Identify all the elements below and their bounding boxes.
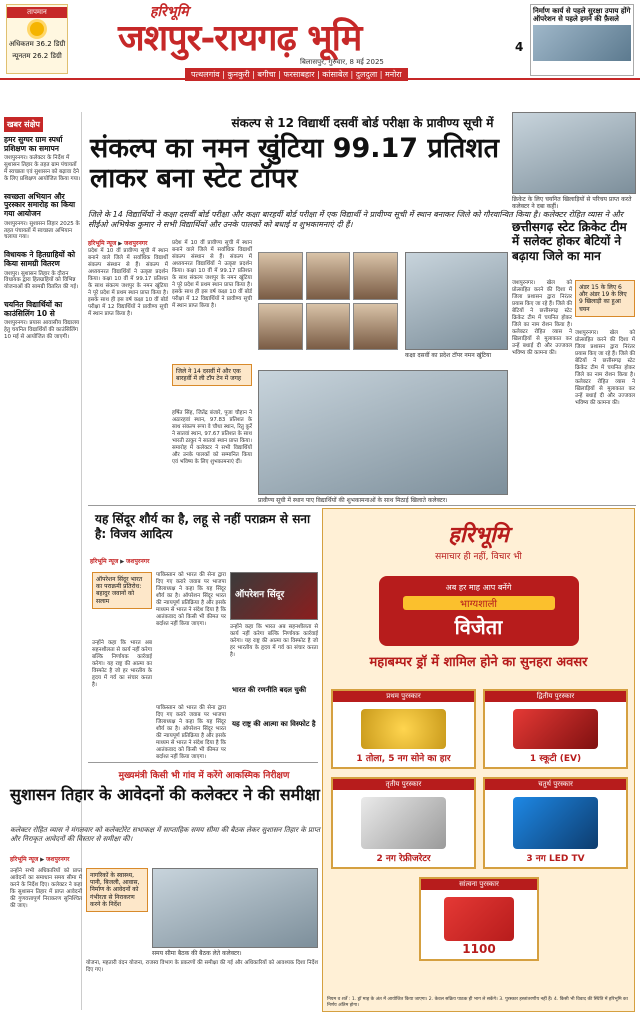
brief-title: हमर सुग्घर ग्राम स्पर्धा प्रशिक्षण का समापन [4,135,63,153]
min-temperature: न्यूनतम 26.2 डिग्री [12,52,62,60]
lead-body-column: हरिभूमि न्यूज ▶ जशपुरनगर प्रदेश में 10 वीं प्रावीण्य सूची में स्थान बनाने वाले जिले में सर्वाधिक विद्यार्थी संकल्प संस्थान से हैं। संकल्प में अध्ययनरत विद्यार्थियों ने उत्कृष्ट प्रदर्शन किया। कक्षा 10 वीं में 99.17 प्रतिशत के साथ संकल्प जशपुर के नमन खुंटिया ने पूरे प्रदेश में प्रथम स्थान प्राप्त किया है। इसके साथ ही इस वर्ष कक्षा 10 वीं बोर्ड परीक्षा में 12 विद्यार्थियों ने प्रावीण्य सूची में स्थान प्राप्त किया है। [88,240,168,318]
banner-line-3: विजेता [454,615,503,639]
advert-tagline: समाचार ही नहीं, विचार भी [435,552,522,562]
brief-title: विधायक ने हितग्राहियों को किया सामग्री वितरण [4,250,76,268]
third-badge: नागरिकों के स्वास्थ्य, पानी, बिजली, आवास, निर्माण के आवेदनों को गंभीरता से निराकरण करने के निर्देश [86,868,148,912]
briefs-header: खबर संक्षेप [4,117,43,132]
operation-sindoor-tv [230,572,318,620]
brief-story [4,301,81,341]
tv-icon [513,797,598,849]
advert-logo: हरिभूमि [448,522,509,548]
publication-logo: हरिभूमि [150,4,189,20]
lead-location: जशपुरनगर [123,240,148,247]
second-location: जशपुरनगर [125,558,150,565]
second-byline-row: हरिभूमि न्यूज ▶ जशपुरनगर [90,558,150,565]
second-subhead: भारत की रणनीति बदल चुकी [232,686,307,694]
student-photo [306,252,351,300]
prize-third [331,777,476,869]
scooter-icon [513,709,598,749]
second-body [156,705,226,761]
third-body-text: उन्होंने सभी अधिकारियों को प्राप्त आवेदनों का समाधान समय सीमा में करने के निर्देश दिए। कलेक्टर ने कहा कि सुशासन तिहार में प्राप्त आवेदनों की गुणवत्तापूर्ण निराकरण सुनिश्चित की जाए। [10,868,82,910]
advert-banner [379,576,579,646]
second-headline: यह सिंदूर शौर्य का है, लहू से नहीं पराक्रम से सना है: विजय आदित्य [95,512,311,541]
prize-value: 1100 [462,942,496,956]
top-teaser-photo [533,25,631,61]
lead-body-text: प्रदेश में 10 वीं प्रावीण्य सूची में स्थान बनाने वाले जिले में सर्वाधिक विद्यार्थी संकल्प संस्थान से हैं। संकल्प में अध्ययनरत विद्यार्थियों ने उत्कृष्ट प्रदर्शन किया। कक्षा 10 वीं में 99.17 प्रतिशत के साथ संकल्प जशपुर के नमन खुंटिया ने पूरे प्रदेश में प्रथम स्थान प्राप्त किया है। इसके साथ ही इस वर्ष कक्षा 10 वीं बोर्ड परीक्षा में 12 विद्यार्थियों ने प्रावीण्य सूची में स्थान प्राप्त किया है। [172,240,252,310]
third-body [10,868,82,1008]
third-location: जशपुरनगर [45,856,70,863]
brief-body: जशपुरनगर। प्रयास आवासीय विद्यालय हेतु चयनित विद्यार्थियों की काउंसिलिंग 10 मई से आयोजित की जाएगी। [4,320,80,341]
prize-label: प्रथम पुरस्कार [333,691,474,702]
max-temperature: अधिकतम 36.2 डिग्री [8,40,66,48]
lead-headline: संकल्प का नमन खुंटिया 99.17 प्रतिशत लाकर बना स्टेट टॉपर [90,133,499,194]
weather-box [6,4,68,74]
brief-title: स्वच्छता अभियान और पुरस्कार समारोह का किया गया आयोजन [4,191,76,218]
prize-value: 3 नग LED TV [526,854,585,864]
student-photo [258,252,303,300]
lead-kicker: संकल्प से 12 विद्यार्थी दसवीं बोर्ड परीक्षा के प्रावीण्य सूची में [231,116,494,130]
brief-story [4,251,81,291]
dateline: बिलासपुर, गुरुवार, 8 मई 2025 [300,58,384,66]
tv-label: ऑपरेशन सिंदूर [235,590,285,600]
third-body-text-2: योजना, महतारी वंदन योजना, राजस्व विभाग के प्रकरणों की समीक्षा की गई और अधिकारियों को आवश्यक दिशा निर्देश दिए गए। [86,960,318,974]
second-body [230,624,318,684]
second-body [92,640,152,740]
third-byline: हरिभूमि न्यूज [10,856,39,863]
prize-label: द्वितीय पुरस्कार [485,691,626,702]
student-photo [353,303,398,351]
edition-places: पत्थलगांव | कुनकुरी | बगीचा | फरसाबहार | कांसाबेल | दुलदुला | मनोरा [185,68,408,81]
brief-body: जशपुरनगर। कलेक्टर के निर्देश में सुशासन तिहार के तहत ग्राम पंचायतों में स्वच्छता एवं सुशासन को बढ़ावा देने के लिए प्रशिक्षण आयोजित किया गया। [4,155,81,182]
lead-body-column-2 [172,410,252,500]
student-photo [258,303,303,351]
second-body-text: पाकिस्तान को भारत की सेना द्वारा दिए गए करारे जवाब पर भाजपा जिलाध्यक्ष ने कहा कि यह सिंदूर शौर्य का है। ऑपरेशन सिंदूर भारत की न्यायपूर्ण प्रतिक्रिया है और इसके माध्यम से भारत ने संदेश दिया है कि आतंकवाद को किसी भी कीमत पर बर्दाश्त नहीं किया जाएगा। [156,705,226,761]
brief-title: चयनित विद्यार्थियों का काउंसिलिंग 10 से [4,300,63,318]
prize-consolation [419,877,539,961]
prize-label: सांत्वना पुरस्कार [421,879,537,890]
second-body-text-2: उन्होंने कहा कि भारत अब सहनशीलता से कार्य नहीं करेगा बल्कि निर्णायक कार्रवाई करेगा। यह राष्ट्र की आत्मा का विस्फोट है जो हर भारतीय के हृदय में गर्व का संचार करता है। [92,640,152,689]
lead-event-photo [258,370,508,495]
lead-photo-caption: प्रावीण्य सूची में स्थान पाए विद्यार्थियों की शुभकामनाओं के साथ मिठाई खिलाते कलेक्टर। [258,497,448,504]
banner-line-2: भाग्यशाली [403,596,555,610]
prize-value: 1 तोला, 5 नग सोने का हार [356,754,451,764]
prize-fourth [483,777,628,869]
advert-strap: महाबम्पर ड्रॉ में शामिल होने का सुनहरा अवसर [369,655,588,670]
page-number: 4 [515,40,524,54]
refrigerator-icon [361,797,446,849]
third-body [86,960,318,1010]
haribhoomi-lucky-draw-advert [322,508,635,1012]
review-photo-caption: समय सीमा बैठक की बैठक लेते कलेक्टर। [152,950,242,957]
second-body-text-2: उन्होंने कहा कि भारत अब सहनशीलता से कार्य नहीं करेगा बल्कि निर्णायक कार्रवाई करेगा। यह राष्ट्र की आत्मा का विस्फोट है जो हर भारतीय के हृदय में गर्व का संचार करता है। [230,624,318,659]
cricket-body-text: जशपुरनगर। खेल को प्रोत्साहित करने की दिशा में जिला प्रशासन द्वारा निरंतर प्रयास किए जा रहे हैं। जिले की बेटियों ने छत्तीसगढ़ स्टेट क्रिकेट टीम में चयनित होकर जिले का नाम रोशन किया है। कलेक्टर रोहित व्यास ने खिलाड़ियों से मुलाकात कर उन्हें बधाई दी और उज्जवल भविष्य की कामना की। [575,330,635,407]
prize-value: 1 स्कूटी (EV) [529,754,582,764]
third-byline-row: हरिभूमि न्यूज ▶ जशपुरनगर [10,856,70,863]
prize-first [331,689,476,769]
cricket-body-text: जशपुरनगर। खेल को प्रोत्साहित करने की दिशा में जिला प्रशासन द्वारा निरंतर प्रयास किए जा रहे हैं। जिले की बेटियों ने छत्तीसगढ़ स्टेट क्रिकेट टीम में चयनित होकर जिले का नाम रोशन किया है। कलेक्टर रोहित व्यास ने खिलाड़ियों से मुलाकात कर उन्हें बधाई दी और उज्जवल भविष्य की कामना की। [512,280,572,357]
topper-main-photo [405,252,508,350]
section-divider [88,762,318,763]
third-lede [10,826,320,852]
advert-fine-print: नियम व शर्तें : 1. ड्रॉ माह के अंत में आयोजित किया जाएगा। 2. केवल सक्रिय पाठक ही भाग ले सकेंगे। 3. पुरस्कार हस्तांतरणीय नहीं हैं। 4. किसी भी विवाद की स्थिति में हरिभूमि का निर्णय अंतिम होगा। [327,997,628,1008]
banner-line-1: अब हर माह आप बनेंगे [445,583,512,592]
second-byline: हरिभूमि न्यूज [90,558,119,565]
cricket-body [575,330,635,500]
section-divider [88,505,636,506]
sun-icon [30,22,44,36]
student-photo [306,303,351,351]
cricket-headline: छत्तीसगढ़ स्टेट क्रिकेट टीम में सलेक्ट होकर बेटियों ने बढ़ाया जिले का मान [512,220,627,263]
edition-title: जशपुर-रायगढ़ भूमि [118,17,362,59]
brief-story [4,193,81,242]
prize-second [483,689,628,769]
cricket-photo-caption: क्रिकेट के लिए चयनित खिलाड़ियों से परिचय प्राप्त करते कलेक्टर ने दबा कहीं। [512,196,632,211]
prize-label: चतुर्थ पुरस्कार [485,779,626,790]
top-teaser-title: निर्माण कार्य से पहले सुरक्षा उपाय होंगे ऑपरेशन से पहले हमने की फ़ैसले [533,7,631,24]
third-kicker: मुख्यमंत्री किसी भी गांव में करेंगे आकस्मिक निरीक्षण [118,771,290,781]
lead-callout: जिले ने 14 दसवीं में और एक बारहवीं में ली टॉप टेन में जगह [172,364,252,386]
second-subhead-2: यह राष्ट्र की आत्मा का विस्फोट है [232,720,316,728]
lead-lede: जिले के 14 विद्यार्थियों ने कक्षा दसवीं बोर्ड परीक्षा और कक्षा बारहवीं बोर्ड परीक्षा में एक विद्यार्थी ने प्रावीण्य सूची में स्थान बनाकर जिले को गौरवान्वित किया है। कलेक्टर रोहित व्यास ने और सीईओ अभिषेक कुमार ने सभी विद्यार्थियों और उनके पालकों को बधाई व शुभकामनाएं दी हैं। [88,210,624,229]
brief-story [4,136,81,183]
topper-caption: कक्षा दसवीं का प्रदेश टॉपर नमन खुंटिया [405,352,492,359]
weather-label: तापमान [7,7,67,18]
top-teaser-box [530,4,634,76]
student-photo [353,252,398,300]
masthead [0,0,640,80]
prize-value: 2 नग रेफ्रीजरेटर [376,854,431,864]
third-headline: सुशासन तिहार के आवेदनों की कलेक्टर ने की समीक्षा [10,785,320,804]
second-badge: ऑपरेशन सिंदूर भारत का पराक्रमी प्रतिरोध: बहादुर जवानों को सलाम [92,572,152,609]
necklace-icon [361,709,446,749]
cricket-photo [512,112,636,194]
prize-label: तृतीय पुरस्कार [333,779,474,790]
topper-photos [258,252,398,350]
cricket-body [512,280,572,500]
lead-body-text-2: हर्षित सिंह, जितेंद्र बंजारे, पूजा चौहान ने अठारहवां स्थान, 97.83 प्रतिशत के साथ संकल्प रूपा वे चौथा स्थान, रितु कुर्रे ने सातवां स्थान, 97.67 प्रतिशत के साथ भारती ठाकुर ने सातवां स्थान प्राप्त किया। समारोह में कलेक्टर ने सभी विद्यार्थियों और उनके पालकों को सम्मानित किया एवं भविष्य के लिए शुभकामनाएं दीं। [172,410,252,466]
lead-body-column [172,240,252,360]
second-body [156,572,226,702]
brief-body: जशपुरनगर। सुशासन तिहार 2025 के तहत पंचायतों में स्वच्छता अभियान चलाया गया। [4,220,80,241]
review-meeting-photo [152,868,318,948]
lead-byline: हरिभूमि न्यूज [88,240,117,247]
gift-icon [444,897,514,941]
cricket-badge: अंडर 15 के लिए 6 और अंडर 19 के लिए 9 खिलाड़ी का हुआ चयन [575,280,635,317]
brief-body: जशपुर। सुशासन तिहार के दौरान विधायक द्वारा हितग्राहियों को विभिन्न योजनाओं की सामग्री वितरित की गई। [4,270,79,291]
third-lede-text: कलेक्टर रोहित व्यास ने मंगलवार को कलेक्टोरेट सभाकक्ष में साप्ताहिक समय सीमा की बैठक लेकर सुशासन तिहार के प्राप्त और निराकृत आवेदनों की विस्तार से समीक्षा की। [10,826,320,844]
lead-body-text: प्रदेश में 10 वीं प्रावीण्य सूची में स्थान बनाने वाले जिले में सर्वाधिक विद्यार्थी संकल्प संस्थान से हैं। संकल्प में अध्ययनरत विद्यार्थियों ने उत्कृष्ट प्रदर्शन किया। कक्षा 10 वीं में 99.17 प्रतिशत के साथ संकल्प जशपुर के नमन खुंटिया ने पूरे प्रदेश में प्रथम स्थान प्राप्त किया है। इसके साथ ही इस वर्ष कक्षा 10 वीं बोर्ड परीक्षा में 12 विद्यार्थियों ने प्रावीण्य सूची में स्थान प्राप्त किया है। [88,248,168,318]
second-body-text: पाकिस्तान को भारत की सेना द्वारा दिए गए करारे जवाब पर भाजपा जिलाध्यक्ष ने कहा कि यह सिंदूर शौर्य का है। ऑपरेशन सिंदूर भारत की न्यायपूर्ण प्रतिक्रिया है और इसके माध्यम से भारत ने संदेश दिया है कि आतंकवाद को किसी भी कीमत पर बर्दाश्त नहीं किया जाएगा। [156,572,226,628]
